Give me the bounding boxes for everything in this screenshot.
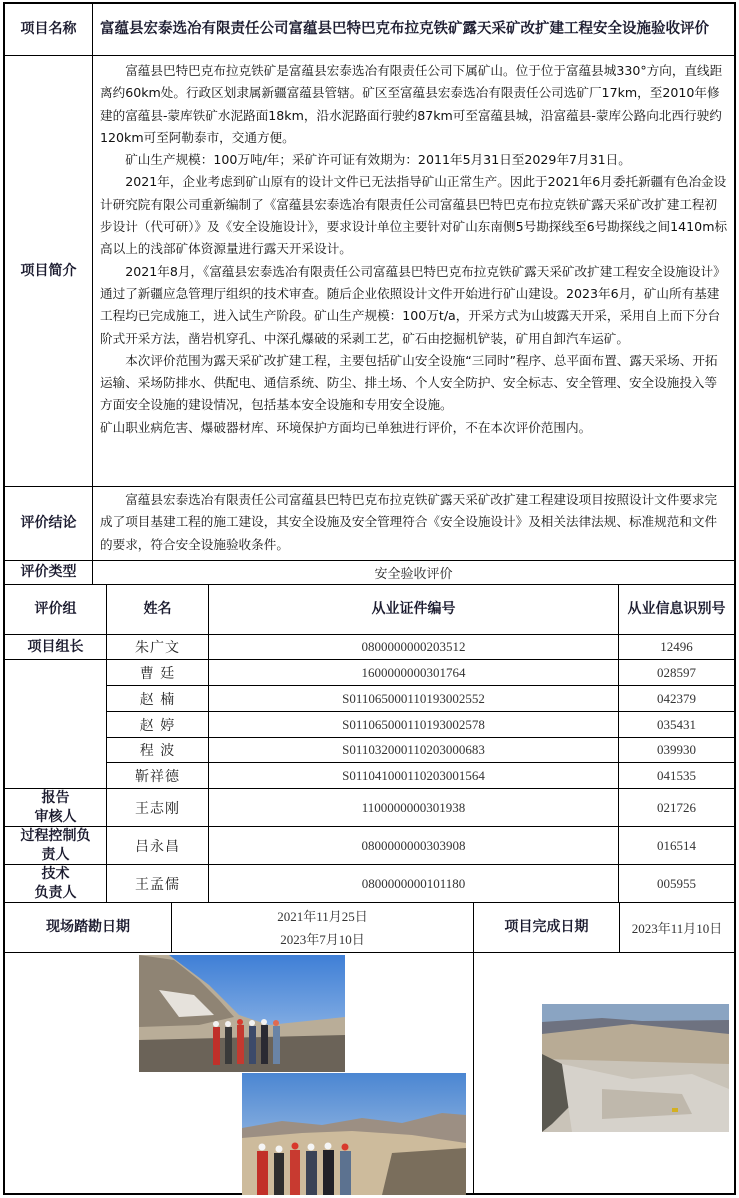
header-cert: 从业证件编号 bbox=[208, 585, 618, 634]
dates-row bbox=[5, 903, 734, 953]
reviewer-role bbox=[5, 789, 106, 826]
member-name: 朱广文 bbox=[106, 635, 208, 659]
reviewer-row bbox=[5, 865, 734, 903]
reviewer-name: 王志刚 bbox=[106, 789, 208, 826]
role-line: 过程控制负 bbox=[20, 827, 91, 844]
team-row bbox=[106, 712, 734, 738]
completion-date: 2023年11月10日 bbox=[619, 903, 734, 952]
member-id: 041535 bbox=[618, 763, 734, 788]
reviewer-role bbox=[5, 827, 106, 864]
reviewer-name: 吕永昌 bbox=[106, 827, 208, 864]
header-group: 评价组 bbox=[34, 601, 77, 617]
member-name: 曹 廷 bbox=[106, 660, 208, 685]
member-id: 028597 bbox=[618, 660, 734, 685]
role-line: 负责人 bbox=[34, 884, 77, 901]
project-name-label: 项目名称 bbox=[20, 21, 77, 37]
member-name: 靳祥德 bbox=[106, 763, 208, 788]
project-intro-row bbox=[5, 56, 734, 487]
member-id: 039930 bbox=[618, 738, 734, 762]
team-photo-mountain-road bbox=[139, 955, 345, 1072]
intro-paragraph-design: 2021年，企业考虑到矿山原有的设计文件已无法指导矿山正常生产。因此于2021年6月委托新疆有色冶金设计研究院有限公司重新编制了《富蕴县宏泰选冶有限责任公司富蕴县巴特巴克布拉克铁矿露天采矿改扩建工程初步设计（代可研）》及《安全设施设计》，要求设计单位主要针对矿山东南侧5号勘探线至6号勘探线之间1410m标高以上的浅部矿体资源量进行露天开采设计。 bbox=[100, 174, 728, 257]
member-cert: 1600000000301764 bbox=[208, 660, 618, 685]
reviewer-row bbox=[5, 789, 734, 827]
photos-row bbox=[5, 953, 734, 1193]
project-intro-label: 项目简介 bbox=[20, 262, 77, 279]
eval-type-label: 评价类型 bbox=[20, 564, 77, 580]
project-name-value: 富蕴县宏泰选冶有限责任公司富蕴县巴特巴克布拉克铁矿露天采矿改扩建工程安全设施验收评价 bbox=[92, 4, 734, 55]
member-cert: S011065000110193002578 bbox=[208, 712, 618, 737]
team-row bbox=[106, 686, 734, 712]
member-name: 程 波 bbox=[106, 738, 208, 762]
conclusion-label: 评价结论 bbox=[20, 515, 77, 531]
report-summary-form bbox=[3, 2, 736, 1195]
team-row bbox=[5, 635, 734, 660]
reviewer-id: 021726 bbox=[618, 789, 734, 826]
member-id: 12496 bbox=[618, 635, 734, 659]
header-id: 从业信息识别号 bbox=[618, 585, 734, 634]
survey-date-label: 现场踏勘日期 bbox=[46, 919, 130, 935]
role-line: 技术 bbox=[41, 865, 70, 882]
conclusion-row bbox=[5, 487, 734, 561]
role-line: 审核人 bbox=[34, 808, 77, 825]
reviewer-row bbox=[5, 827, 734, 865]
role-line: 报告 bbox=[41, 789, 70, 806]
intro-paragraph-construction: 2021年8月，《富蕴县宏泰选冶有限责任公司富蕴县巴特巴克布拉克铁矿露天采矿改扩建工程安全设施设计》通过了新疆应急管理厅组织的技术审查。随后企业依照设计文件开始进行矿山建设。2023年6月，矿山所有基建工程均已完成施工，进入试生产阶段。矿山生产规模：100万t/a，开采方式为山坡露天开采，采用自上而下分台阶式开采方法，凿岩机穿孔、中深孔爆破的采剥工艺，矿石由挖掘机铲装，矿用自卸汽车运矿。 bbox=[100, 263, 726, 346]
members-group-cell bbox=[5, 660, 106, 789]
team-row bbox=[106, 763, 734, 789]
intro-paragraph-scale: 矿山生产规模：100万吨/年；采矿许可证有效期为：2011年5月31日至2029年7月31日。 bbox=[125, 152, 631, 168]
team-header-row bbox=[5, 585, 734, 635]
reviewer-cert: 1100000000301938 bbox=[208, 789, 618, 826]
reviewer-id: 005955 bbox=[618, 865, 734, 902]
completion-date-label: 项目完成日期 bbox=[473, 903, 619, 952]
reviewer-id: 016514 bbox=[618, 827, 734, 864]
photos-divider bbox=[473, 953, 474, 1193]
member-id: 042379 bbox=[618, 686, 734, 711]
survey-date: 2021年11月25日 bbox=[277, 908, 368, 924]
eval-type-row bbox=[5, 561, 734, 585]
project-name-row bbox=[5, 4, 734, 56]
open-pit-mine-photo bbox=[542, 1004, 729, 1132]
member-cert: S011032000110203000683 bbox=[208, 738, 618, 762]
team-row bbox=[106, 660, 734, 686]
team-photo-mountain-ridge bbox=[242, 1073, 466, 1195]
reviewer-cert: 0800000000303908 bbox=[208, 827, 618, 864]
reviewer-name: 王孟儒 bbox=[106, 865, 208, 902]
member-cert: S011041000110203001564 bbox=[208, 763, 618, 788]
reviewer-cert: 0800000000101180 bbox=[208, 865, 618, 902]
intro-paragraph-location: 富蕴县巴特巴克布拉克铁矿是富蕴县宏泰选冶有限责任公司下属矿山。位于位于富蕴县城330°方向，直线距离约60km处。行政区划隶属新疆富蕴县管辖。矿区至富蕴县宏泰选冶有限责任公司选矿厂17km，至2010年修建的富蕴县-蒙库铁矿水泥路面18km，沿水泥路面行驶约87km可至富蕴县城，沿富蕴县-蒙库公路向北西行驶约120km可至阿勒泰市，交通方便。 bbox=[100, 63, 723, 145]
conclusion-content bbox=[92, 487, 734, 560]
header-name: 姓名 bbox=[106, 585, 208, 634]
eval-type-value: 安全验收评价 bbox=[92, 561, 734, 584]
member-name: 赵 婷 bbox=[106, 712, 208, 737]
intro-paragraph-scope: 本次评价范围为露天采矿改扩建工程，主要包括矿山安全设施“三同时”程序、总平面布置、露天采场、开拓运输、采场防排水、供配电、通信系统、防尘、排土场、个人安全防护、安全标志、安全管理、安全设施投入等方面安全设施的建设情况，包括基本安全设施和专用安全设施。 bbox=[100, 352, 718, 413]
survey-dates bbox=[171, 903, 473, 952]
project-intro-content bbox=[92, 56, 734, 486]
survey-date: 2023年7月10日 bbox=[280, 931, 365, 947]
member-name: 赵 楠 bbox=[106, 686, 208, 711]
member-id: 035431 bbox=[618, 712, 734, 737]
intro-note: 矿山职业病危害、爆破器材库、环境保护方面均已单独进行评价，不在本次评价范围内。 bbox=[100, 419, 592, 435]
team-row bbox=[106, 738, 734, 763]
reviewer-role bbox=[5, 865, 106, 902]
role-line: 责人 bbox=[41, 846, 70, 863]
leader-role: 项目组长 bbox=[27, 638, 84, 655]
member-cert: 0800000000203512 bbox=[208, 635, 618, 659]
member-cert: S011065000110193002552 bbox=[208, 686, 618, 711]
conclusion-text: 富蕴县宏泰选冶有限责任公司富蕴县巴特巴克布拉克铁矿露天采矿改扩建工程建设项目按照设计文件要求完成了项目基建工程的施工建设，其安全设施及安全管理符合《安全设施设计》及相关法律法规、标准规范和文件的要求，符合安全设施验收条件。 bbox=[100, 492, 718, 552]
